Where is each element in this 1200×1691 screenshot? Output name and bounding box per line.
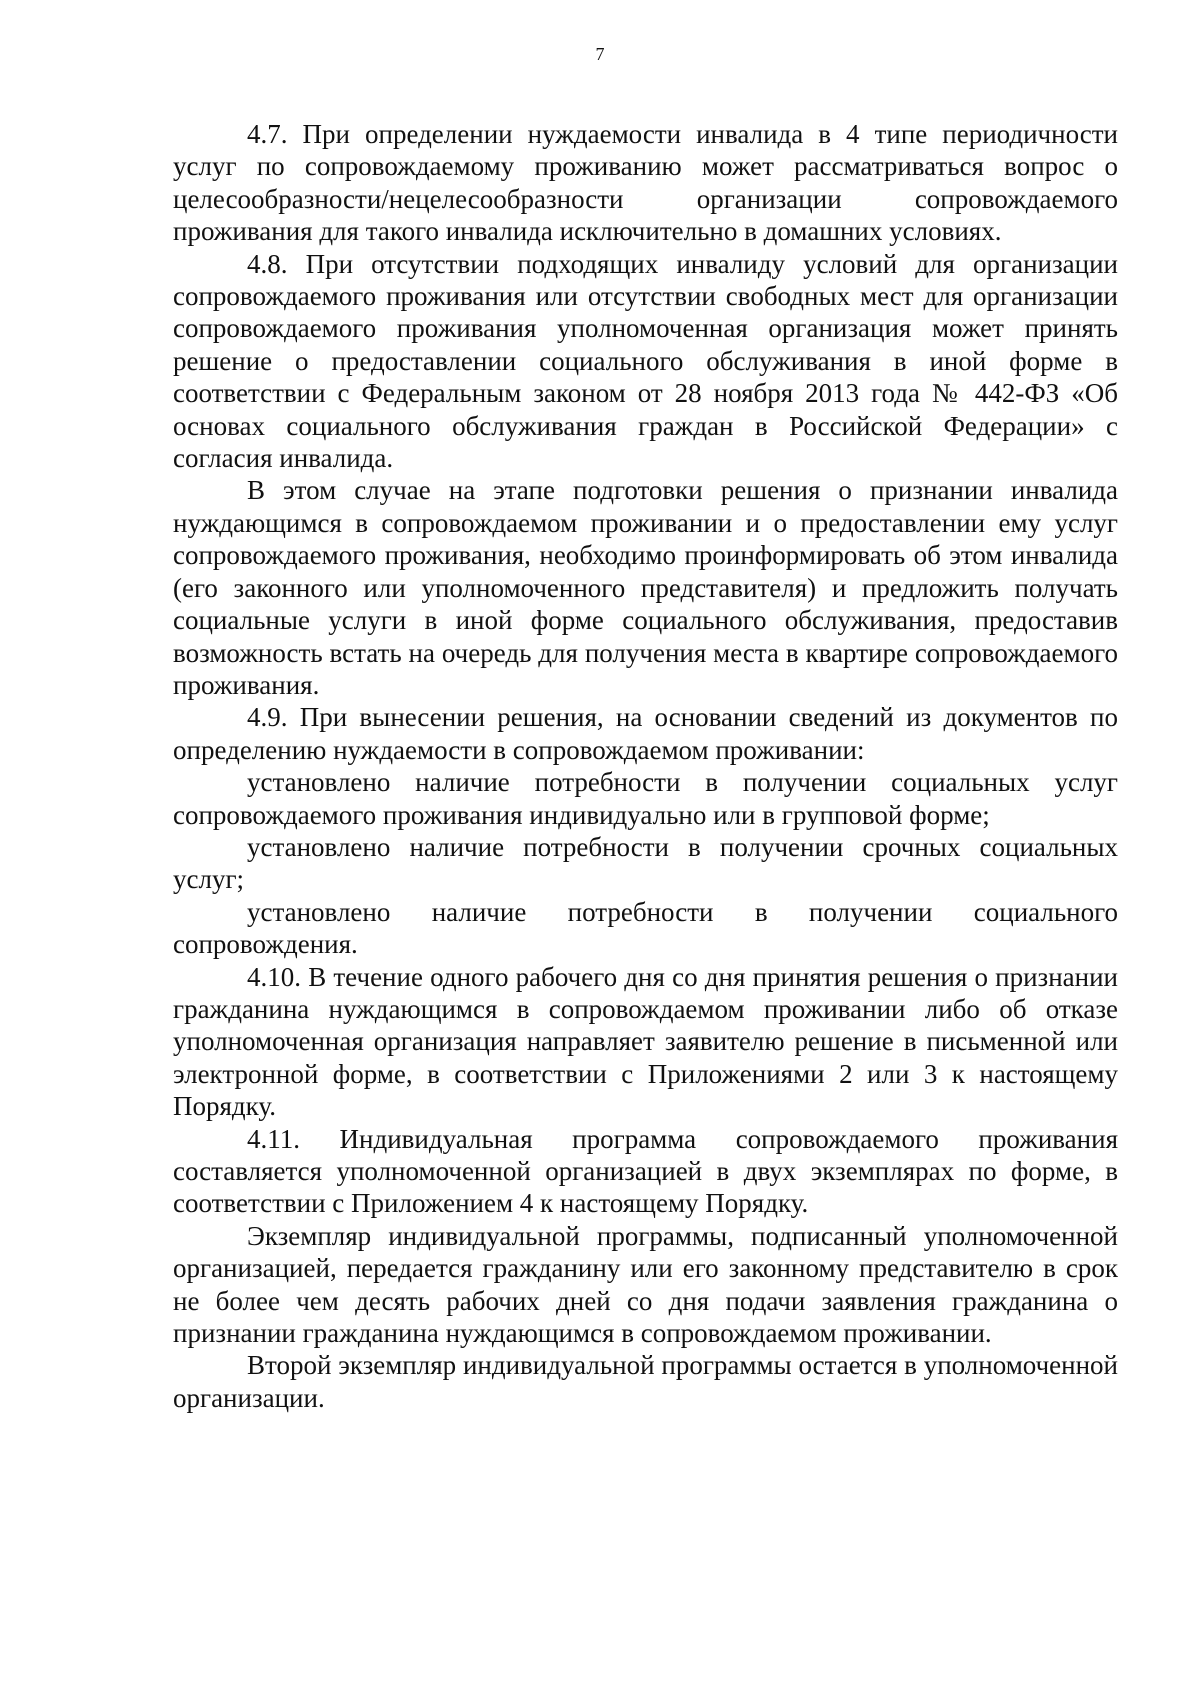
- page-number: 7: [595, 44, 605, 64]
- paragraph-4-8-continuation: В этом случае на этапе подготовки решения о признании инвалида нуждающимся в сопровождаемом проживании и о предоставлении ему услуг сопровождаемого проживания, необходимо проинформировать об этом инвалида (его законного или уполномоченного представителя) и предложить получать социальные услуги в иной форме социального обслуживания, предоставив возможность встать на очередь для получения места в квартире сопровождаемого проживания.: [173, 475, 1118, 700]
- paragraph-4-11-copy-2: Второй экземпляр индивидуальной программы остается в уполномоченной организации.: [173, 1350, 1118, 1413]
- paragraph-4-11-copy-1: Экземпляр индивидуальной программы, подписанный уполномоченной организацией, передается гражданину или его законному представителю в срок не более чем десять рабочих дней со дня подачи заявления гражданина о признании гражданина нуждающимся в сопровождаемом проживании.: [173, 1220, 1118, 1349]
- document-body: [173, 118, 1118, 1414]
- paragraph-4-10: 4.10. В течение одного рабочего дня со дня принятия решения о признании гражданина нуждающимся в сопровождаемом проживании либо об отказе уполномоченная организация направляет заявителю решение в письменной или электронной форме, в соответствии с Приложениями 2 или 3 к настоящему Порядку.: [173, 961, 1118, 1122]
- paragraph-4-8: 4.8. При отсутствии подходящих инвалиду условий для организации сопровождаемого проживания или отсутствии свободных мест для организации сопровождаемого проживания уполномоченная организация может принять решение о предоставлении социального обслуживания в иной форме в соответствии с Федеральным законом от 28 ноября 2013 года № 442-ФЗ «Об основах социального обслуживания граждан в Российской Федерации» с согласия инвалида.: [173, 248, 1118, 474]
- paragraph-4-9-item-2: установлено наличие потребности в получении срочных социальных услуг;: [173, 831, 1118, 895]
- paragraph-4-9-item-3: установлено наличие потребности в получении социального сопровождения.: [173, 896, 1118, 960]
- paragraph-4-9-item-1: установлено наличие потребности в получении социальных услуг сопровождаемого проживания индивидуально или в групповой форме;: [173, 767, 1118, 830]
- paragraph-4-7: 4.7. При определении нуждаемости инвалида в 4 типе периодичности услуг по сопровождаемому проживанию может рассматриваться вопрос о целесообразности/нецелесообразности организации сопровождаемого проживания для такого инвалида исключительно в домашних условиях.: [173, 119, 1118, 247]
- paragraph-4-9: 4.9. При вынесении решения, на основании сведений из документов по определению нуждаемости в сопровождаемом проживании:: [173, 702, 1118, 765]
- paragraph-4-11: 4.11. Индивидуальная программа сопровождаемого проживания составляется уполномоченной организацией в двух экземплярах по форме, в соответствии с Приложением 4 к настоящему Порядку.: [173, 1123, 1118, 1219]
